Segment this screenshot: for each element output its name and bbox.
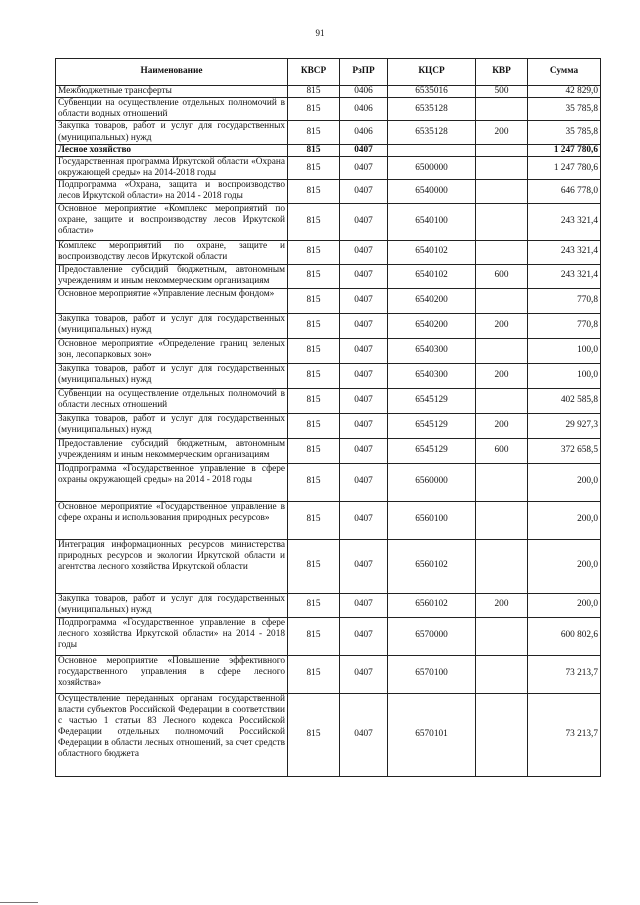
cell-kvr: 600 (476, 264, 528, 288)
cell-rzpr: 0407 (340, 363, 388, 388)
cell-kcsr: 6500000 (388, 156, 476, 179)
cell-kcsr: 6560000 (388, 463, 476, 501)
cell-sum: 243 321,4 (528, 240, 601, 264)
header-kvr: КВР (476, 59, 528, 86)
page-number: 91 (315, 28, 325, 38)
cell-rzpr: 0407 (340, 438, 388, 463)
cell-kvsr: 815 (288, 438, 340, 463)
header-name: Наименование (56, 59, 288, 86)
cell-name: Подпрограмма «Государственное управление в сфере лесного хозяйства Иркутской области» на 2014 - 2018 годы (56, 617, 288, 655)
cell-kcsr: 6540102 (388, 240, 476, 264)
cell-sum: 35 785,8 (528, 98, 601, 121)
cell-kcsr: 6570100 (388, 655, 476, 693)
cell-kvsr: 815 (288, 156, 340, 179)
table-row (56, 180, 601, 203)
cell-name: Подпрограмма «Государственное управление в сфере охраны окружающей среды» на 2014 - 2018 годы (56, 463, 288, 501)
table-row (56, 593, 601, 617)
cell-sum: 600 802,6 (528, 617, 601, 655)
cell-name: Подпрограмма «Охрана, защита и воспроизводство лесов Иркутской области» на 2014 - 2018 годы (56, 180, 288, 203)
cell-kvr: 200 (476, 313, 528, 338)
cell-sum: 200,0 (528, 501, 601, 539)
cell-name: Комплекс мероприятий по охране, защите и воспроизводству лесов Иркутской области (56, 240, 288, 264)
cell-rzpr: 0407 (340, 413, 388, 438)
cell-rzpr: 0407 (340, 593, 388, 617)
cell-kvr: 500 (476, 86, 528, 98)
cell-kvr: 200 (476, 413, 528, 438)
table-header-row (56, 59, 601, 86)
cell-name: Субвенции на осуществление отдельных полномочий в области лесных отношений (56, 388, 288, 413)
table-row (56, 388, 601, 413)
cell-kvsr: 815 (288, 203, 340, 240)
header-sum: Сумма (528, 59, 601, 86)
cell-kvr (476, 240, 528, 264)
cell-kvsr: 815 (288, 86, 340, 98)
cell-kvr (476, 156, 528, 179)
cell-rzpr: 0407 (340, 463, 388, 501)
table-row (56, 338, 601, 363)
cell-kvsr: 815 (288, 593, 340, 617)
cell-name: Основное мероприятие «Управление лесным фондом» (56, 288, 288, 313)
cell-kvr: 200 (476, 121, 528, 144)
cell-name: Предоставление субсидий бюджетным, автономным учреждениям и иным некоммерческим организациям (56, 264, 288, 288)
cell-kcsr: 6545129 (388, 413, 476, 438)
cell-name: Основное мероприятие «Повышение эффективного государственного управления в сфере лесного хозяйства» (56, 655, 288, 693)
cell-sum: 73 213,7 (528, 693, 601, 776)
cell-kcsr: 6570101 (388, 693, 476, 776)
cell-kvr (476, 463, 528, 501)
header-kvsr: КВСР (288, 59, 340, 86)
cell-kvr (476, 288, 528, 313)
cell-kvsr: 815 (288, 388, 340, 413)
cell-rzpr: 0407 (340, 617, 388, 655)
cell-rzpr: 0407 (340, 156, 388, 179)
cell-kvsr: 815 (288, 539, 340, 593)
table-row (56, 144, 601, 156)
cell-kvsr: 815 (288, 264, 340, 288)
table-row (56, 156, 601, 179)
cell-kvr (476, 655, 528, 693)
cell-name: Основное мероприятие «Государственное управление в сфере охраны и использования природных ресурсов» (56, 501, 288, 539)
cell-kvsr: 815 (288, 363, 340, 388)
cell-kvsr: 815 (288, 180, 340, 203)
cell-kcsr: 6540300 (388, 363, 476, 388)
table-row (56, 539, 601, 593)
cell-rzpr: 0406 (340, 121, 388, 144)
cell-name: Закупка товаров, работ и услуг для государственных (муниципальных) нужд (56, 363, 288, 388)
cell-kvsr: 815 (288, 98, 340, 121)
cell-rzpr: 0407 (340, 388, 388, 413)
cell-rzpr: 0407 (340, 501, 388, 539)
cell-kvsr: 815 (288, 463, 340, 501)
cell-rzpr: 0407 (340, 539, 388, 593)
cell-kvr (476, 539, 528, 593)
cell-kvsr: 815 (288, 617, 340, 655)
table-row (56, 413, 601, 438)
cell-kvr: 600 (476, 438, 528, 463)
cell-kcsr (388, 144, 476, 156)
cell-kvr (476, 338, 528, 363)
cell-sum: 200,0 (528, 539, 601, 593)
cell-kvr (476, 144, 528, 156)
cell-kcsr: 6570000 (388, 617, 476, 655)
cell-sum: 372 658,5 (528, 438, 601, 463)
cell-kcsr: 6540000 (388, 180, 476, 203)
scan-edge-mark (0, 902, 38, 904)
cell-rzpr: 0406 (340, 98, 388, 121)
cell-sum: 200,0 (528, 463, 601, 501)
cell-sum: 1 247 780,6 (528, 144, 601, 156)
cell-sum: 770,8 (528, 313, 601, 338)
budget-table (55, 58, 601, 777)
cell-name: Основное мероприятие «Комплекс мероприятий по охране, защите и воспроизводству лесов Иркутской области» (56, 203, 288, 240)
cell-kvr (476, 693, 528, 776)
table-row (56, 240, 601, 264)
cell-kvr (476, 203, 528, 240)
header-kcsr: КЦСР (388, 59, 476, 86)
cell-name: Субвенции на осуществление отдельных полномочий в области водных отношений (56, 98, 288, 121)
cell-kvsr: 815 (288, 288, 340, 313)
table-row (56, 98, 601, 121)
cell-name: Закупка товаров, работ и услуг для государственных (муниципальных) нужд (56, 413, 288, 438)
cell-kvr (476, 617, 528, 655)
cell-kvsr: 815 (288, 240, 340, 264)
cell-kcsr: 6540300 (388, 338, 476, 363)
cell-sum: 100,0 (528, 338, 601, 363)
cell-sum: 42 829,0 (528, 86, 601, 98)
table-row (56, 617, 601, 655)
cell-name: Закупка товаров, работ и услуг для государственных (муниципальных) нужд (56, 121, 288, 144)
cell-rzpr: 0407 (340, 288, 388, 313)
cell-kvsr: 815 (288, 413, 340, 438)
table-row (56, 363, 601, 388)
cell-kcsr: 6535128 (388, 98, 476, 121)
cell-kvsr: 815 (288, 121, 340, 144)
table-row (56, 438, 601, 463)
table-row (56, 655, 601, 693)
table-row (56, 203, 601, 240)
cell-kvr (476, 180, 528, 203)
cell-kcsr: 6540200 (388, 313, 476, 338)
cell-sum: 1 247 780,6 (528, 156, 601, 179)
cell-name: Межбюджетные трансферты (56, 86, 288, 98)
cell-kvr (476, 98, 528, 121)
cell-kvsr: 815 (288, 144, 340, 156)
cell-kcsr: 6560102 (388, 593, 476, 617)
cell-kvr: 200 (476, 363, 528, 388)
table-body (56, 86, 601, 777)
cell-name: Закупка товаров, работ и услуг для государственных (муниципальных) нужд (56, 313, 288, 338)
cell-kvsr: 815 (288, 655, 340, 693)
cell-name: Лесное хозяйство (56, 144, 288, 156)
cell-kcsr: 6545129 (388, 438, 476, 463)
cell-rzpr: 0406 (340, 86, 388, 98)
cell-sum: 29 927,3 (528, 413, 601, 438)
cell-rzpr: 0407 (340, 313, 388, 338)
cell-kcsr: 6545129 (388, 388, 476, 413)
cell-rzpr: 0407 (340, 203, 388, 240)
cell-rzpr: 0407 (340, 240, 388, 264)
cell-rzpr: 0407 (340, 693, 388, 776)
cell-kcsr: 6560100 (388, 501, 476, 539)
table-row (56, 121, 601, 144)
cell-rzpr: 0407 (340, 144, 388, 156)
table-row (56, 264, 601, 288)
cell-kcsr: 6560102 (388, 539, 476, 593)
cell-rzpr: 0407 (340, 338, 388, 363)
cell-rzpr: 0407 (340, 264, 388, 288)
cell-sum: 243 321,4 (528, 203, 601, 240)
table-row (56, 313, 601, 338)
cell-kvr (476, 388, 528, 413)
table-row (56, 501, 601, 539)
cell-sum: 646 778,0 (528, 180, 601, 203)
cell-name: Закупка товаров, работ и услуг для государственных (муниципальных) нужд (56, 593, 288, 617)
cell-sum: 200,0 (528, 593, 601, 617)
cell-name: Государственная программа Иркутской области «Охрана окружающей среды» на 2014-2018 годы (56, 156, 288, 179)
cell-rzpr: 0407 (340, 180, 388, 203)
cell-kcsr: 6540100 (388, 203, 476, 240)
cell-sum: 243 321,4 (528, 264, 601, 288)
cell-kvr: 200 (476, 593, 528, 617)
cell-kcsr: 6540200 (388, 288, 476, 313)
table-row (56, 693, 601, 776)
cell-kcsr: 6540102 (388, 264, 476, 288)
table-row (56, 86, 601, 98)
cell-name: Предоставление субсидий бюджетным, автономным учреждениям и иным некоммерческим организациям (56, 438, 288, 463)
cell-kvsr: 815 (288, 313, 340, 338)
cell-sum: 73 213,7 (528, 655, 601, 693)
cell-kvsr: 815 (288, 693, 340, 776)
header-rzpr: РзПР (340, 59, 388, 86)
cell-sum: 770,8 (528, 288, 601, 313)
cell-name: Интеграция информационных ресурсов министерства природных ресурсов и экологии Иркутской области и агентства лесного хозяйства Иркутской области (56, 539, 288, 593)
cell-sum: 35 785,8 (528, 121, 601, 144)
cell-kcsr: 6535128 (388, 121, 476, 144)
cell-kvsr: 815 (288, 501, 340, 539)
cell-kcsr: 6535016 (388, 86, 476, 98)
cell-sum: 100,0 (528, 363, 601, 388)
table-row (56, 288, 601, 313)
cell-rzpr: 0407 (340, 655, 388, 693)
cell-name: Основное мероприятие «Определение границ зеленых зон, лесопарковых зон» (56, 338, 288, 363)
cell-sum: 402 585,8 (528, 388, 601, 413)
cell-kvsr: 815 (288, 338, 340, 363)
table-row (56, 463, 601, 501)
cell-name: Осуществление переданных органам государственной власти субъектов Российской Федерации в соответствии с частью 1 статьи 83 Лесного кодекса Российской Федерации отдельных полномочий Российской Федерации в области лесных отношений, за счет средств областного бюджета (56, 693, 288, 776)
cell-kvr (476, 501, 528, 539)
